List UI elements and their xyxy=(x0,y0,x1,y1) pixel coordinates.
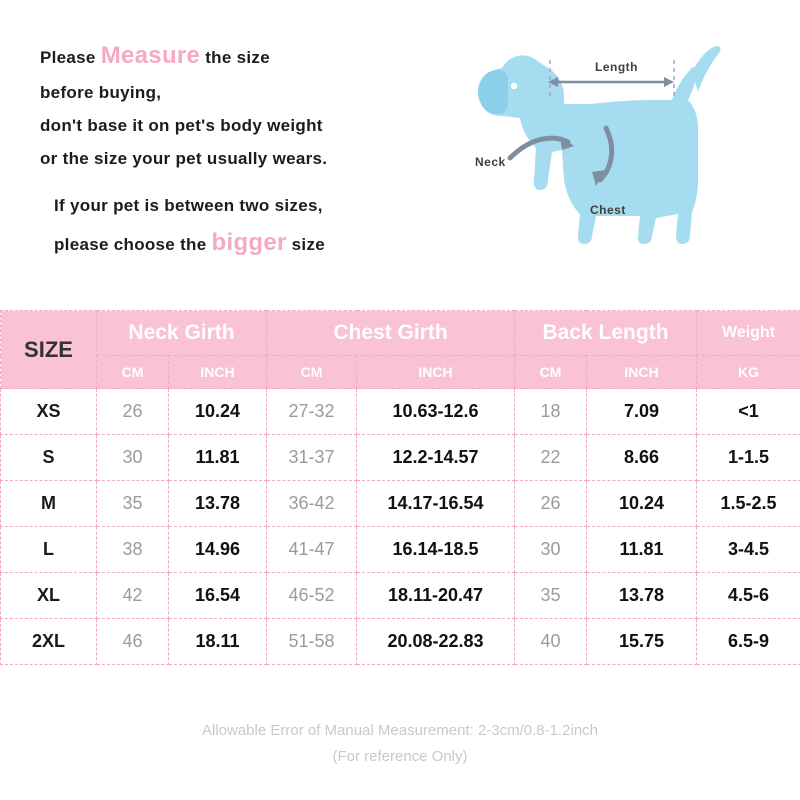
length-label: Length xyxy=(595,60,638,74)
cell-weight-kg: 1-1.5 xyxy=(697,435,800,481)
cell-size: XS xyxy=(1,389,97,435)
intro-line-1-pre: Please xyxy=(40,48,101,67)
cell-chest-cm: 51-58 xyxy=(267,619,357,665)
cell-neck-cm: 35 xyxy=(97,481,169,527)
bigger-highlight: bigger xyxy=(211,229,287,256)
intro-line-5: If your pet is between two sizes, xyxy=(54,196,323,215)
cell-chest-inch: 10.63-12.6 xyxy=(357,389,515,435)
cell-size: M xyxy=(1,481,97,527)
cell-chest-inch: 18.11-20.47 xyxy=(357,573,515,619)
cell-back-cm: 22 xyxy=(515,435,587,481)
cell-back-cm: 30 xyxy=(515,527,587,573)
cell-neck-cm: 46 xyxy=(97,619,169,665)
table-body xyxy=(1,389,800,665)
subheader-chest-inch: INCH xyxy=(357,356,515,389)
table-row xyxy=(1,527,800,573)
cell-size: S xyxy=(1,435,97,481)
intro-line-2: before buying, xyxy=(40,83,162,102)
subheader-neck-inch: INCH xyxy=(169,356,267,389)
footer-line-2: (For reference Only) xyxy=(332,748,468,765)
cell-chest-cm: 27-32 xyxy=(267,389,357,435)
cell-back-cm: 26 xyxy=(515,481,587,527)
cell-neck-inch: 18.11 xyxy=(169,619,267,665)
cell-neck-inch: 10.24 xyxy=(169,389,267,435)
table-row xyxy=(1,573,800,619)
cell-chest-cm: 31-37 xyxy=(267,435,357,481)
header-neck-girth: Neck Girth xyxy=(97,311,267,356)
subheader-neck-cm: CM xyxy=(97,356,169,389)
cell-weight-kg: <1 xyxy=(697,389,800,435)
cell-back-cm: 35 xyxy=(515,573,587,619)
intro-line-1-post: the size xyxy=(200,48,270,67)
table-header-row-units xyxy=(1,356,800,389)
cell-chest-inch: 14.17-16.54 xyxy=(357,481,515,527)
cell-chest-cm: 41-47 xyxy=(267,527,357,573)
table-row xyxy=(1,389,800,435)
cell-back-inch: 13.78 xyxy=(587,573,697,619)
header-section xyxy=(0,0,800,290)
header-chest-girth: Chest Girth xyxy=(267,311,515,356)
cell-size: XL xyxy=(1,573,97,619)
table-row xyxy=(1,619,800,665)
cell-back-inch: 11.81 xyxy=(587,527,697,573)
cell-size: L xyxy=(1,527,97,573)
intro-line-1 xyxy=(40,42,440,70)
header-weight: Weight xyxy=(697,311,800,356)
cell-chest-cm: 46-52 xyxy=(267,573,357,619)
neck-label: Neck xyxy=(475,155,506,169)
table-header-row-main xyxy=(1,311,800,356)
dog-measurement-diagram xyxy=(440,30,780,280)
cell-neck-inch: 16.54 xyxy=(169,573,267,619)
intro-line-6-post: size xyxy=(286,235,326,254)
footer-note xyxy=(0,718,800,770)
measure-highlight: Measure xyxy=(100,42,201,69)
cell-neck-cm: 38 xyxy=(97,527,169,573)
cell-back-inch: 15.75 xyxy=(587,619,697,665)
cell-back-inch: 7.09 xyxy=(587,389,697,435)
cell-chest-inch: 20.08-22.83 xyxy=(357,619,515,665)
table-row xyxy=(1,481,800,527)
cell-chest-inch: 16.14-18.5 xyxy=(357,527,515,573)
cell-chest-inch: 12.2-14.57 xyxy=(357,435,515,481)
size-chart-table xyxy=(0,310,800,665)
length-arrow-head-right xyxy=(664,77,674,87)
intro-line-6 xyxy=(40,229,440,257)
subheader-weight-kg: KG xyxy=(697,356,800,389)
cell-back-cm: 40 xyxy=(515,619,587,665)
cell-neck-inch: 11.81 xyxy=(169,435,267,481)
cell-chest-cm: 36-42 xyxy=(267,481,357,527)
intro-text-block xyxy=(40,42,440,270)
intro-spacer xyxy=(40,182,440,196)
size-chart-table-wrapper xyxy=(0,310,800,665)
cell-neck-cm: 42 xyxy=(97,573,169,619)
subheader-chest-cm: CM xyxy=(267,356,357,389)
subheader-back-inch: INCH xyxy=(587,356,697,389)
intro-line-3: don't base it on pet's body weight xyxy=(40,116,323,135)
cell-weight-kg: 3-4.5 xyxy=(697,527,800,573)
cell-neck-inch: 13.78 xyxy=(169,481,267,527)
cell-neck-cm: 30 xyxy=(97,435,169,481)
header-size: SIZE xyxy=(1,311,97,389)
cell-neck-cm: 26 xyxy=(97,389,169,435)
cell-weight-kg: 6.5-9 xyxy=(697,619,800,665)
cell-size: 2XL xyxy=(1,619,97,665)
cell-weight-kg: 1.5-2.5 xyxy=(697,481,800,527)
cell-weight-kg: 4.5-6 xyxy=(697,573,800,619)
intro-line-4: or the size your pet usually wears. xyxy=(40,149,328,168)
cell-back-inch: 8.66 xyxy=(587,435,697,481)
chest-label: Chest xyxy=(590,203,626,217)
intro-line-6-pre: please choose the xyxy=(54,235,212,254)
table-row xyxy=(1,435,800,481)
cell-back-inch: 10.24 xyxy=(587,481,697,527)
cell-back-cm: 18 xyxy=(515,389,587,435)
subheader-back-cm: CM xyxy=(515,356,587,389)
cell-neck-inch: 14.96 xyxy=(169,527,267,573)
header-back-length: Back Length xyxy=(515,311,697,356)
footer-line-1: Allowable Error of Manual Measurement: 2-3cm/0.8-1.2inch xyxy=(201,722,598,739)
dog-eye xyxy=(511,83,517,89)
